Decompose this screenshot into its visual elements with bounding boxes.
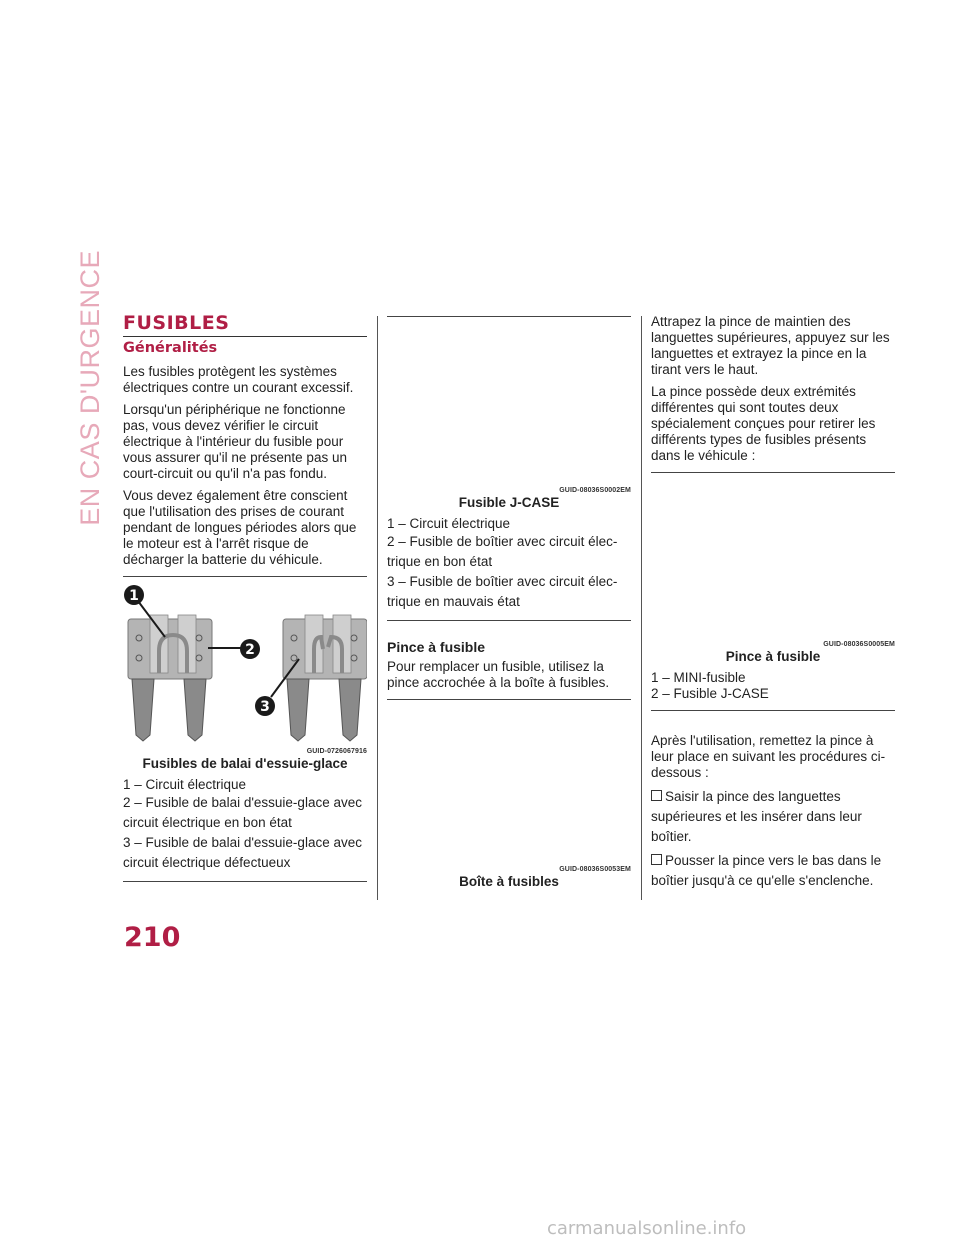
figure-title: Boîte à fusibles xyxy=(459,874,559,889)
divider xyxy=(387,316,631,317)
checkbox-icon xyxy=(651,854,662,865)
paragraph: Lorsqu'un périphérique ne fonctionne pas, vous devez vérifier le circuit électrique à l'intérieur du fusible pour vous assurer qu'il ne présente pas un court-circuit ou qu'il n'a pas fondu. xyxy=(123,401,347,481)
column-3 xyxy=(651,314,895,891)
paragraph: Vous devez également être conscient que l'utilisation des prises de courant pendant de longues périodes alors que le moteur est à l'arrêt risque de décharger la batterie du véhicule. xyxy=(123,487,357,567)
side-section-label: EN CAS D'URGENCE xyxy=(74,250,105,526)
watermark: carmanualsonline.info xyxy=(547,1218,747,1239)
figure-code: GUID-08036S0002EM xyxy=(559,487,631,494)
legend-item: 3 – Fusible de boîtier avec circuit élec-trique en mauvais état xyxy=(387,574,618,609)
legend-item: 2 – Fusible de boîtier avec circuit élec-trique en bon état xyxy=(387,534,618,569)
figure-title: Pince à fusible xyxy=(725,649,821,664)
section-title: FUSIBLES xyxy=(123,314,367,337)
paragraph: Pour remplacer un fusible, utilisez la pince accrochée à la boîte à fusibles. xyxy=(387,659,610,690)
figure-code: GUID-0726067916 xyxy=(306,747,367,755)
column-1 xyxy=(123,314,367,890)
figure-placeholder-fusebox xyxy=(387,708,631,866)
figure-code: GUID-08036S0005EM xyxy=(823,641,895,648)
paragraph: Après l'utilisation, remettez la pince à leur place en suivant les procédures ci-dessous : xyxy=(651,733,886,780)
callout-1: 1 xyxy=(129,587,139,604)
divider xyxy=(651,710,895,711)
figure-title: Fusible J-CASE xyxy=(458,495,560,510)
column-separator xyxy=(641,316,642,900)
legend-item: 1 – Circuit électrique xyxy=(387,516,511,531)
checklist-text: Pousser la pince vers le bas dans le boîtier jusqu'à ce qu'elle s'enclenche. xyxy=(651,853,882,888)
fuse-blown-illustration xyxy=(283,615,367,741)
checklist-item xyxy=(651,851,895,891)
divider xyxy=(123,881,367,882)
figure-placeholder-jcase xyxy=(387,325,631,487)
legend-item: 2 – Fusible de balai d'essuie-glace avec circuit électrique en bon état xyxy=(123,794,362,830)
legend-item: 2 – Fusible J-CASE xyxy=(651,686,769,701)
figure-title: Fusibles de balai d'essuie-glace xyxy=(142,755,348,771)
divider xyxy=(651,472,895,473)
column-2 xyxy=(387,314,631,895)
column-separator xyxy=(377,316,378,900)
divider xyxy=(123,576,367,577)
divider xyxy=(387,620,631,621)
page-number: 210 xyxy=(124,922,181,953)
callout-2: 2 xyxy=(245,641,255,658)
figure-placeholder-clip xyxy=(651,481,895,641)
checkbox-icon xyxy=(651,790,662,801)
checklist-item xyxy=(651,787,895,847)
divider xyxy=(387,699,631,700)
side-section-tab xyxy=(70,250,110,526)
callout-3: 3 xyxy=(260,698,270,715)
legend-item: 1 – Circuit électrique xyxy=(123,776,247,792)
legend-item: 1 – MINI-fusible xyxy=(651,670,746,685)
figure-code: GUID-08036S0053EM xyxy=(559,866,631,873)
paragraph: Attrapez la pince de maintien des languettes supérieures, appuyez sur les languettes et extrayez la pince en la tirant vers le haut. xyxy=(651,314,890,377)
figure-wiper-fuses xyxy=(123,585,367,771)
legend-item: 3 – Fusible de balai d'essuie-glace avec circuit électrique défectueux xyxy=(123,834,362,870)
fuse-good-illustration xyxy=(128,615,212,741)
paragraph: La pince possède deux extrémités différentes qui sont toutes deux spécialement conçues pour retirer les différents types de fusibles présents dans le véhicule : xyxy=(651,384,876,463)
checklist-text: Saisir la pince des languettes supérieures et les insérer dans leur boîtier. xyxy=(651,789,862,844)
fuse-illustration xyxy=(123,585,367,743)
subsection-heading: Pince à fusible xyxy=(387,639,486,655)
paragraph: Les fusibles protègent les systèmes électriques contre un courant excessif. xyxy=(123,363,354,395)
section-subtitle: Généralités xyxy=(123,339,218,356)
